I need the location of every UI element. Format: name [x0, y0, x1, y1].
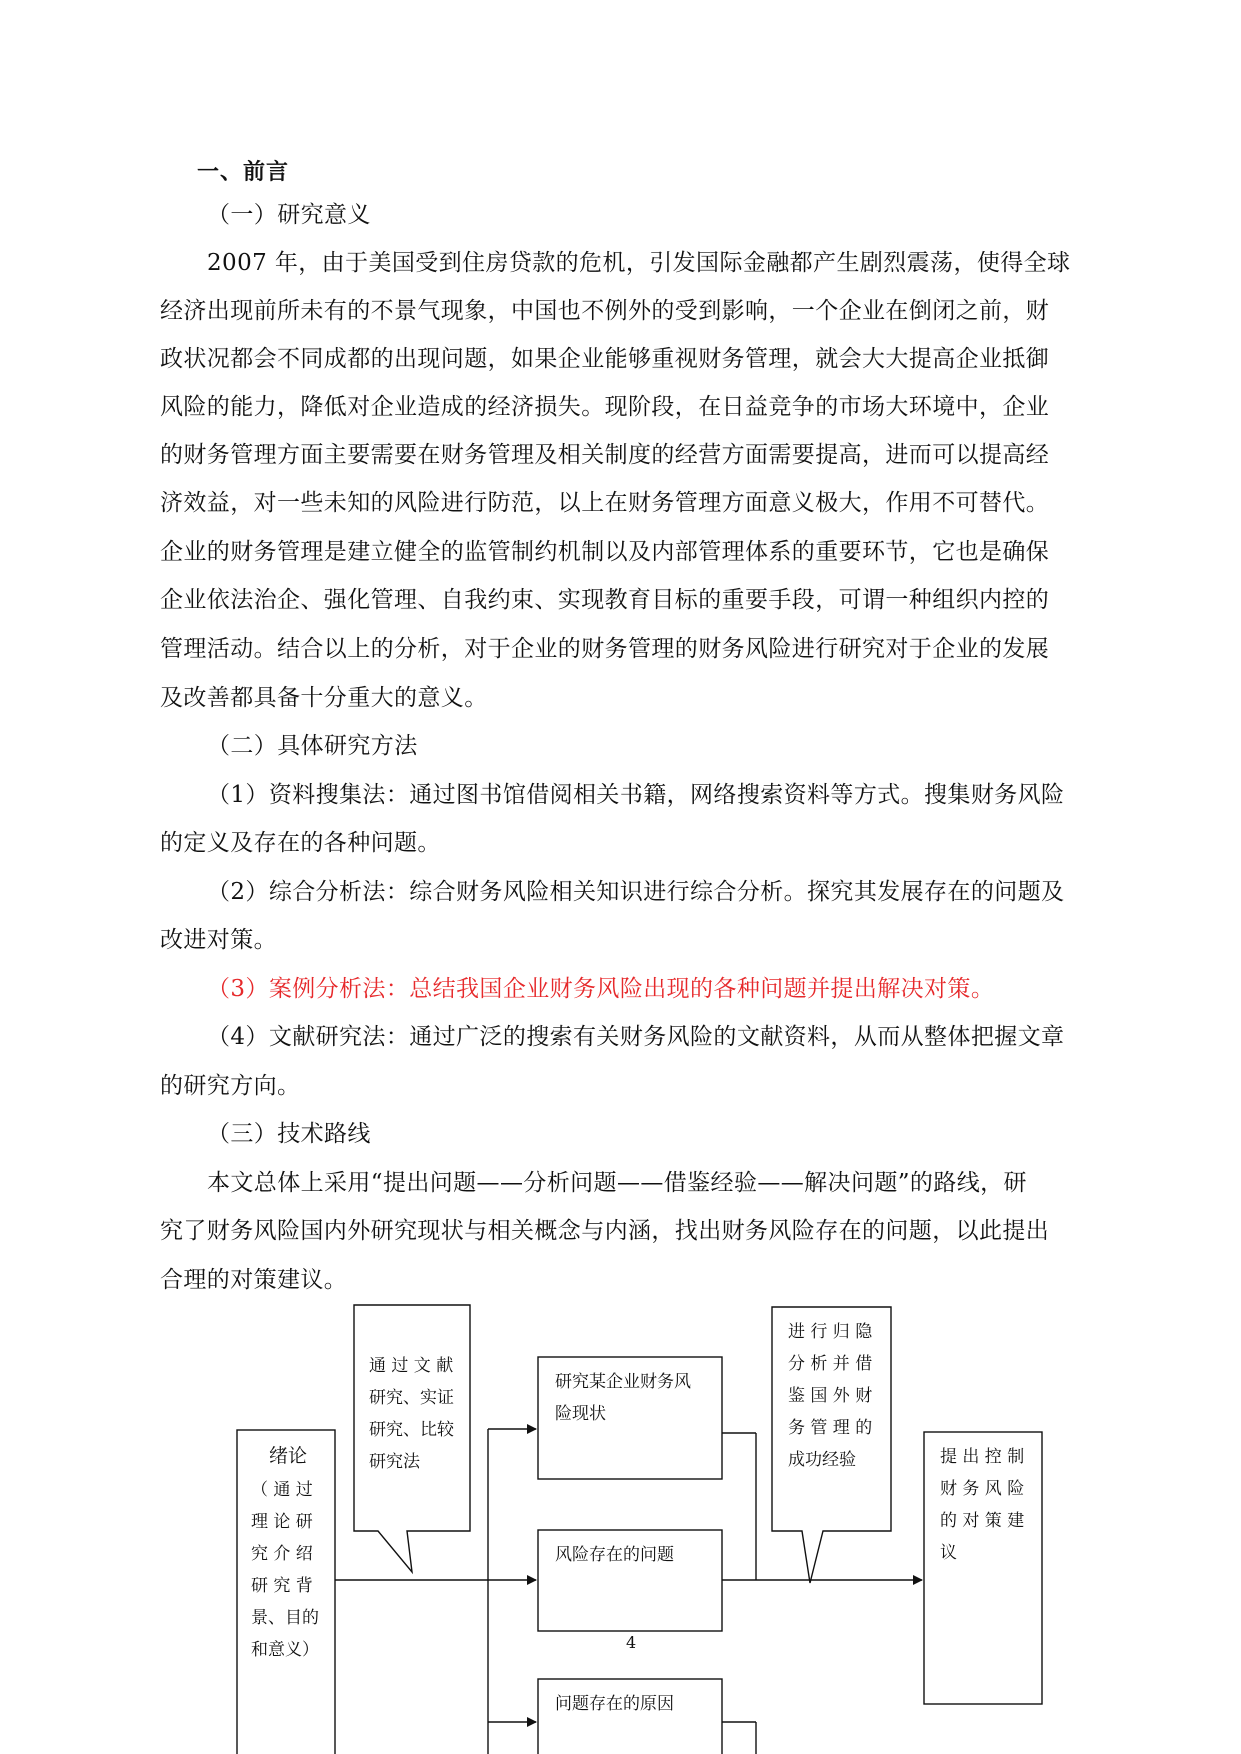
method-item: （2）综合分析法：综合财务风险相关知识进行综合分析。探究其发展存在的问题及	[207, 879, 1065, 905]
paragraph-line: 济效益，对一些未知的风险进行防范，以上在财务管理方面意义极大，作用不可替代。	[160, 490, 1050, 516]
method-item: 的研究方向。	[160, 1073, 301, 1099]
intro-box-text: 和意义）	[251, 1640, 319, 1660]
page-number: 4	[626, 1633, 637, 1652]
causes-box-text: 问题存在的原因	[555, 1694, 674, 1714]
methods-callout-text: 研究、实证	[369, 1388, 454, 1408]
status-box-text: 研究某企业财务风	[555, 1372, 691, 1392]
subheading-technical-route: （三）技术路线	[207, 1121, 371, 1147]
methods-callout-text: 研究法	[369, 1452, 420, 1472]
paragraph-line: 政状况都会不同成都的出现问题，如果企业能够重视财务管理，就会大大提高企业抵御	[160, 346, 1050, 372]
experience-callout-text: 分 析 并 借	[788, 1354, 873, 1374]
paragraph-line: 经济出现前所未有的不景气现象，中国也不例外的受到影响，一个企业在倒闭之前，财	[160, 298, 1050, 324]
methods-callout-text: 研究、比较	[369, 1420, 454, 1440]
method-item: （1）资料搜集法：通过图书馆借阅相关书籍，网络搜索资料等方式。搜集财务风险	[207, 782, 1065, 808]
paragraph-line: 的财务管理方面主要需要在财务管理及相关制度的经营方面需要提高，进而可以提高经	[160, 442, 1050, 468]
intro-box-text: 究 介 绍	[251, 1544, 313, 1564]
paragraph-line: 企业的财务管理是建立健全的监管制约机制以及内部管理体系的重要环节，它也是确保	[160, 539, 1050, 565]
paragraph-line: 风险的能力，降低对企业造成的经济损失。现阶段，在日益竞争的市场大环境中，企业	[160, 394, 1050, 420]
countermeasures-box-text: 议	[940, 1543, 957, 1563]
paragraph-line: 本文总体上采用“提出问题——分析问题——借鉴经验——解决问题”的路线，研	[207, 1170, 1027, 1196]
paragraph-line: 管理活动。结合以上的分析，对于企业的财务管理的财务风险进行研究对于企业的发展	[160, 636, 1050, 662]
status-box-text: 险现状	[555, 1404, 606, 1424]
paragraph-line: 及改善都具备十分重大的意义。	[160, 685, 488, 711]
section-heading: 一、前言	[197, 159, 290, 185]
method-item: 的定义及存在的各种问题。	[160, 830, 441, 856]
subheading-research-methods: （二）具体研究方法	[207, 733, 418, 759]
paragraph-line: 企业依法治企、强化管理、自我约束、实现教育目标的重要手段，可谓一种组织内控的	[160, 587, 1050, 613]
method-item: （4）文献研究法：通过广泛的搜索有关财务风险的文献资料，从而从整体把握文章	[207, 1024, 1065, 1050]
intro-box-title: 绪论	[268, 1445, 307, 1467]
intro-box-text: 理 论 研	[251, 1512, 313, 1532]
intro-box-text: 景、目的	[251, 1608, 319, 1628]
method-item: 改进对策。	[160, 927, 277, 953]
intro-box-text: 研 究 背	[251, 1576, 313, 1596]
paragraph-line: 2007 年，由于美国受到住房贷款的危机，引发国际金融都产生剧烈震荡，使得全球	[207, 250, 1071, 276]
experience-callout-text: 鉴 国 外 财	[788, 1386, 873, 1406]
paragraph-line: 究了财务风险国内外研究现状与相关概念与内涵，找出财务风险存在的问题，以此提出	[160, 1218, 1050, 1244]
experience-callout-text: 务 管 理 的	[788, 1418, 873, 1438]
methods-callout-text: 通 过 文 献	[369, 1356, 454, 1376]
problems-box-text: 风险存在的问题	[555, 1545, 674, 1565]
method-item-highlighted: （3）案例分析法：总结我国企业财务风险出现的各种问题并提出解决对策。	[207, 976, 995, 1002]
paragraph-line: 合理的对策建议。	[160, 1267, 348, 1293]
countermeasures-box-text: 的 对 策 建	[940, 1511, 1025, 1531]
experience-callout-text: 成功经验	[788, 1450, 856, 1470]
intro-box-text: （ 通 过	[251, 1480, 313, 1500]
experience-callout-text: 进 行 归 隐	[788, 1322, 873, 1342]
countermeasures-box-text: 财 务 风 险	[940, 1479, 1025, 1499]
countermeasures-box-text: 提 出 控 制	[940, 1447, 1025, 1467]
subheading-research-significance: （一）研究意义	[207, 202, 371, 228]
